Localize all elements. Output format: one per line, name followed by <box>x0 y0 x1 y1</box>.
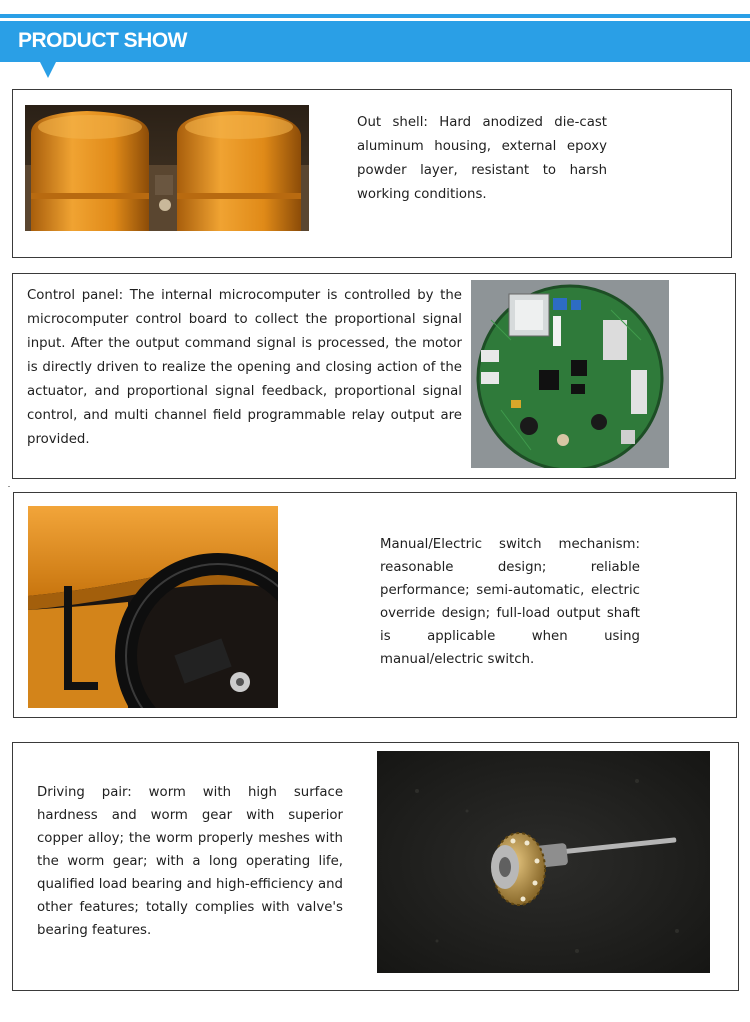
feature-card-manual-switch <box>13 492 737 718</box>
feature-card-out-shell <box>12 89 732 258</box>
manual-switch-description: Manual/Electric switch mechanism: reasonable design; reliable performance; semi-automatic, electric override design; full-load output shaft is applicable when using manual/electric switch. <box>380 537 640 667</box>
control-board-photo <box>471 280 669 468</box>
stray-mark <box>8 486 10 487</box>
section-banner <box>0 21 750 62</box>
feature-card-driving-pair <box>12 742 739 991</box>
header-top-rule <box>0 14 750 18</box>
worm-gear-photo <box>377 751 710 973</box>
banner-pointer <box>40 62 56 78</box>
control-panel-description: Control panel: The internal microcomputer is controlled by the microcomputer control board to collect the proportional signal input. After the output command signal is processed, the motor is directly driven to realize the opening and closing action of the actuator, and proportional signal feedback, proportional signal control, and multi channel field programmable relay output are provided. <box>27 288 462 447</box>
out-shell-description: Out shell: Hard anodized die-cast aluminum housing, external epoxy powder layer, resistant to harsh working conditions. <box>357 115 607 202</box>
handwheel-photo <box>28 506 278 708</box>
out-shell-photo <box>25 105 309 231</box>
driving-pair-description: Driving pair: worm with high surface hardness and worm gear with superior copper alloy; the worm properly meshes with the worm gear; with a long operating life, qualified load bearing and high-efficiency and other features; totally complies with valve's bearing features. <box>37 785 343 938</box>
section-title: PRODUCT SHOW <box>18 29 187 52</box>
feature-card-control-panel <box>12 273 736 479</box>
